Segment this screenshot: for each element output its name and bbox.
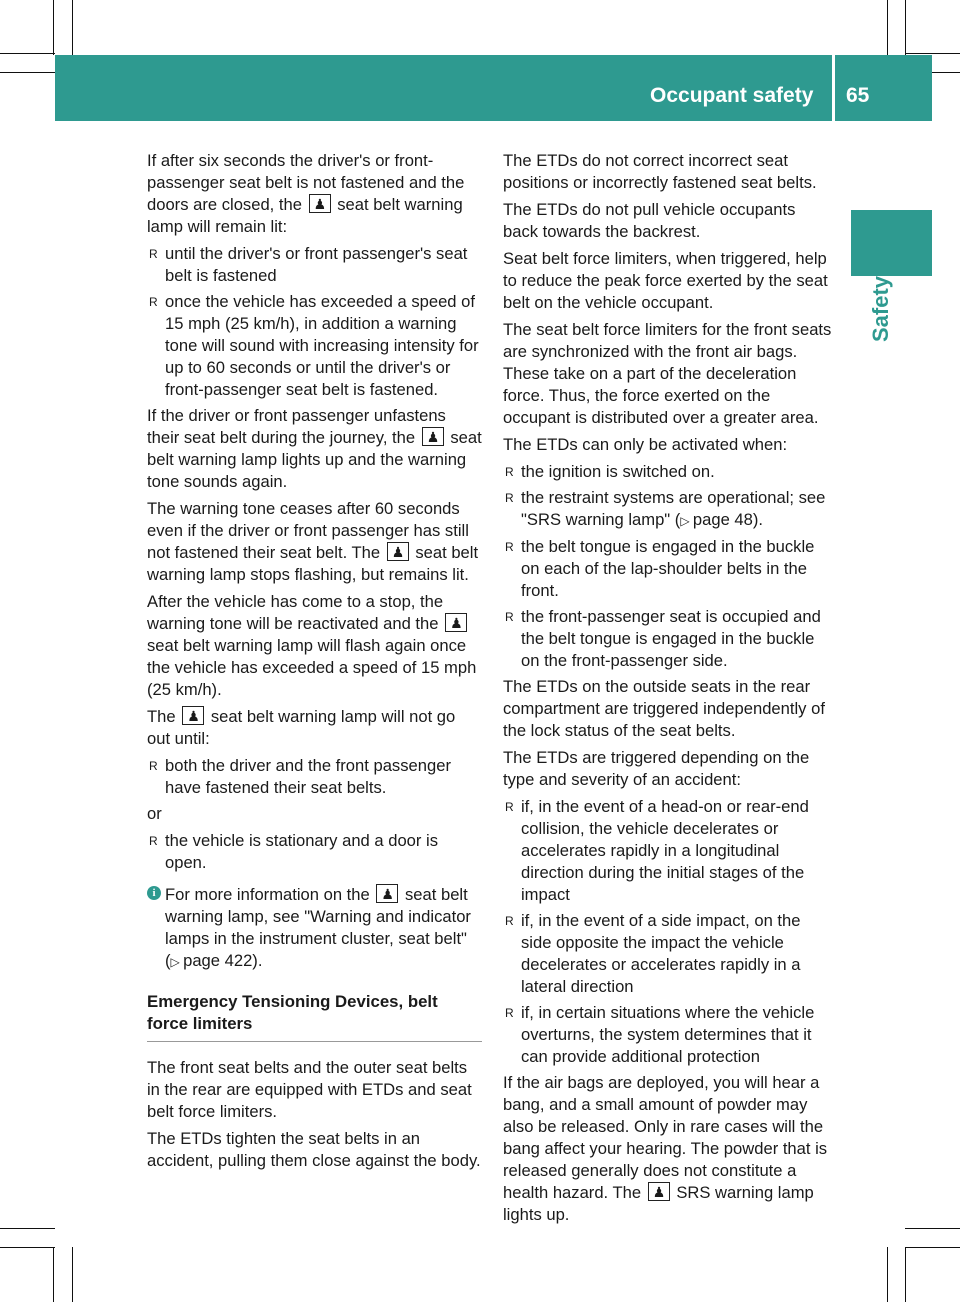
page-link[interactable]: page 422).: [183, 951, 263, 970]
crop-mark: [53, 1247, 54, 1302]
paragraph: The ♟ seat belt warning lamp will not go out until:: [147, 706, 482, 750]
chapter-label: Safety: [868, 275, 893, 342]
crop-mark: [72, 1247, 73, 1302]
srs-airbag-icon: [648, 1182, 670, 1201]
crop-mark: [905, 1247, 906, 1302]
list-item: R both the driver and the front passenger have fastened their seat belts.: [147, 755, 482, 799]
paragraph: If the driver or front passenger unfastens their seat belt during the journey, the ♟ seat belt warning lamp lights up and the warning tone sounds again.: [147, 405, 482, 493]
info-icon: i: [147, 886, 161, 900]
info-note: i For more information on the ♟ seat belt warning lamp, see "Warning and indicator lamps in the instrument cluster, seat belt" (▷ page 422).: [147, 884, 482, 973]
paragraph: or: [147, 804, 162, 823]
seat-belt-icon: [309, 194, 331, 213]
paragraph: The front seat belts and the outer seat belts in the rear are equipped with ETDs and seat belt force limiters.: [147, 1058, 472, 1121]
crop-mark: [72, 0, 73, 55]
paragraph: Seat belt force limiters, when triggered, help to reduce the peak force exerted by the seat belt on the vehicle occupant.: [503, 249, 828, 312]
section-heading: Emergency Tensioning Devices, belt force limiters: [147, 992, 438, 1033]
right-column: [503, 150, 835, 1231]
crop-mark: [905, 53, 960, 54]
crop-mark: [905, 0, 906, 55]
crop-mark: [887, 0, 888, 55]
paragraph: The ETDs are triggered depending on the type and severity of an accident:: [503, 748, 810, 789]
paragraph: The ETDs on the outside seats in the rear compartment are triggered independently of the lock status of the seat belts.: [503, 677, 825, 740]
page-link[interactable]: page 48).: [692, 510, 764, 529]
list-item: R if, in certain situations where the vehicle overturns, the system determines that it can provide additional protection: [503, 1002, 835, 1068]
seat-belt-icon: [422, 427, 444, 446]
list-item: R the vehicle is stationary and a door is open.: [147, 830, 482, 874]
heading-rule: [147, 1041, 482, 1042]
page-reference-icon: ▷: [680, 514, 693, 528]
page-number: 65: [846, 84, 870, 107]
chapter-tab: [851, 210, 932, 276]
list-item: R once the vehicle has exceeded a speed of 15 mph (25 km/h), in addition a warning tone will sound with increasing intensity for up to 60 seconds or until the driver's or front-passenger seat belt is fastened.: [147, 291, 482, 401]
paragraph: The ETDs tighten the seat belts in an accident, pulling them close against the body.: [147, 1129, 481, 1170]
list-item: R until the driver's or front passenger's seat belt is fastened: [147, 243, 482, 287]
crop-mark: [0, 1247, 55, 1248]
crop-mark: [0, 72, 55, 73]
paragraph: After the vehicle has come to a stop, the warning tone will be reactivated and the ♟ seat belt warning lamp will flash again once the vehicle has exceeded a speed of 15 mph (25 km/h).: [147, 591, 482, 701]
paragraph: The warning tone ceases after 60 seconds even if the driver or front passenger has still not fastened their seat belt. The ♟ seat belt warning lamp stops flashing, but remains lit.: [147, 498, 482, 586]
paragraph: The seat belt force limiters for the front seats are synchronized with the front air bags. These take on a part of the deceleration force. Thus, the force exerted on the occupant is distributed over a greater area.: [503, 320, 832, 427]
paragraph: The ETDs do not pull vehicle occupants back towards the backrest.: [503, 200, 796, 241]
list-item: R if, in the event of a side impact, on the side opposite the impact the vehicle decelerates or accelerates rapidly in a lateral direction: [503, 910, 835, 998]
crop-mark: [887, 1247, 888, 1302]
crop-mark: [905, 1228, 960, 1229]
list-item: R the front-passenger seat is occupied and the belt tongue is engaged in the buckle on the front-passenger side.: [503, 606, 835, 672]
left-column: [147, 150, 482, 1177]
section-title: Occupant safety: [650, 84, 814, 107]
header-divider: [832, 55, 835, 121]
list-item: R the belt tongue is engaged in the buckle on each of the lap-shoulder belts in the front.: [503, 536, 835, 602]
seat-belt-icon: [182, 706, 204, 725]
page-reference-icon: ▷: [170, 955, 184, 969]
paragraph: The ETDs can only be activated when:: [503, 435, 788, 454]
seat-belt-icon: [387, 542, 409, 561]
list-item: R the restraint systems are operational; see "SRS warning lamp" (▷ page 48).: [503, 487, 835, 532]
crop-mark: [53, 0, 54, 55]
crop-mark: [0, 1228, 55, 1229]
seat-belt-icon: [445, 613, 467, 632]
paragraph: If after six seconds the driver's or front-passenger seat belt is not fastened and the doors are closed, the ♟ seat belt warning lamp will remain lit:: [147, 150, 482, 238]
paragraph: If the air bags are deployed, you will hear a bang, and a small amount of powder may also be released. Only in rare cases will the bang affect your hearing. The powder that is released generally does not constitute a health hazard. The ♟ SRS warning lamp lights up.: [503, 1072, 835, 1226]
list-item: R if, in the event of a head-on or rear-end collision, the vehicle decelerates or accelerates rapidly in a longitudinal direction during the initial stages of the impact: [503, 796, 835, 906]
crop-mark: [0, 53, 55, 54]
crop-mark: [905, 1247, 960, 1248]
seat-belt-icon: [376, 884, 398, 903]
list-item: R the ignition is switched on.: [503, 461, 835, 483]
paragraph: The ETDs do not correct incorrect seat positions or incorrectly fastened seat belts.: [503, 151, 817, 192]
